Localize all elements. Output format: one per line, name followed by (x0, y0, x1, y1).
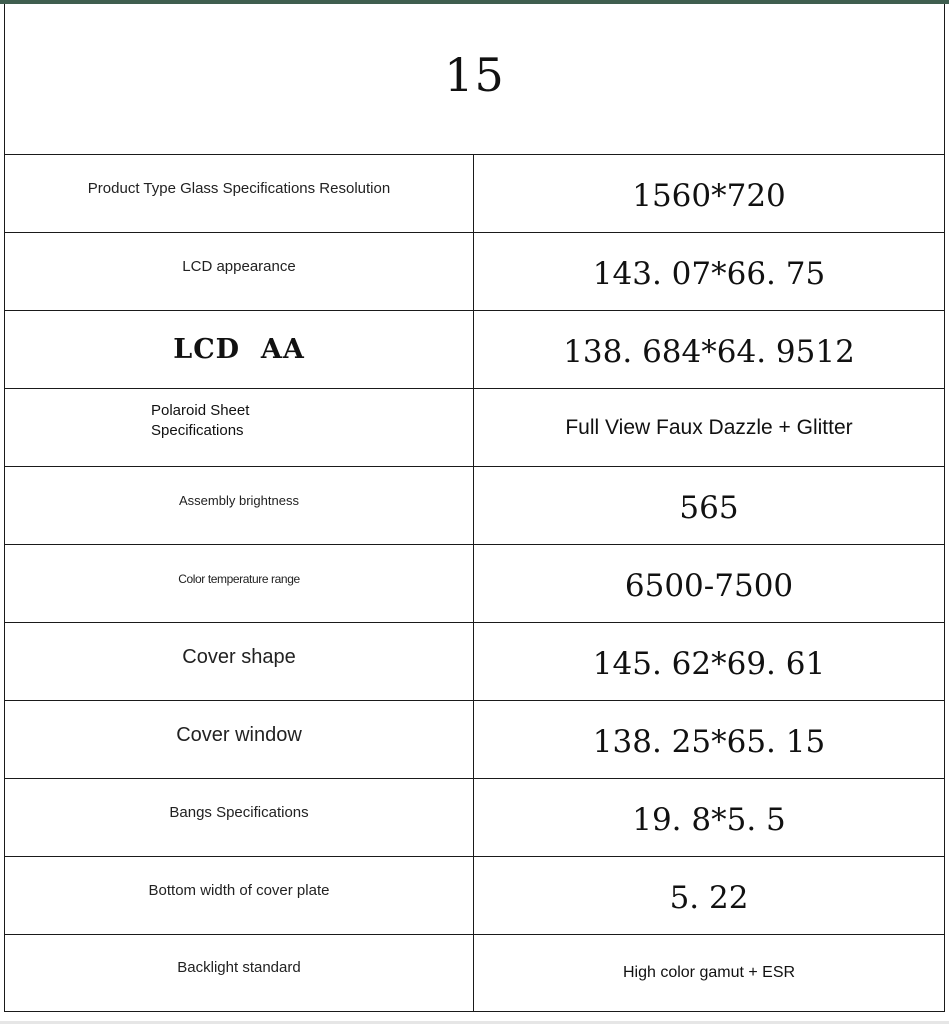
row-label-polaroid-line1: Polaroid Sheet (151, 401, 250, 419)
row-value-cell (474, 545, 945, 623)
row-label-cell (5, 311, 474, 389)
row-value-cell (474, 857, 945, 935)
row-label-cell (5, 857, 474, 935)
row-value-cell (474, 935, 945, 1012)
row-label-resolution: Product Type Glass Specifications Resolution (87, 179, 391, 197)
row-label-cell (5, 545, 474, 623)
row-value-cell (474, 623, 945, 701)
row-label-color-temperature: Color temperature range (178, 571, 300, 586)
row-value-cell (474, 233, 945, 311)
table-row (5, 155, 945, 233)
row-label-bangs: Bangs Specifications (169, 803, 309, 821)
row-value-cell (474, 779, 945, 857)
row-value-backlight: High color gamut + ESR (622, 964, 796, 981)
row-label-backlight: Backlight standard (177, 959, 301, 976)
row-label-polaroid-line2: Specifications (151, 421, 244, 439)
row-value-lcd-appearance: 143. 07*66. 75 (592, 255, 826, 292)
table-title-cell (5, 4, 945, 155)
row-value-resolution: 1560*720 (632, 177, 786, 214)
spec-table (4, 4, 945, 1012)
row-value-cell (474, 389, 945, 467)
row-label-cell (5, 389, 474, 467)
row-value-polaroid-sheet: Full View Faux Dazzle + Glitter (565, 415, 853, 439)
row-label-cell (5, 467, 474, 545)
table-row (5, 857, 945, 935)
row-label-cell (5, 623, 474, 701)
table-row (5, 233, 945, 311)
row-value-cell (474, 701, 945, 779)
row-label-polaroid-sheet (5, 401, 473, 441)
row-label-brightness: Assembly brightness (179, 492, 299, 508)
table-row (5, 935, 945, 1012)
row-label-cell (5, 779, 474, 857)
row-label-lcd-aa: LCD AA (173, 334, 305, 365)
row-value-cover-shape: 145. 62*69. 61 (592, 645, 826, 682)
row-value-bangs: 19. 8*5. 5 (632, 801, 786, 838)
table-title-row (5, 4, 945, 155)
table-row (5, 311, 945, 389)
row-label-cover-window: Cover window (176, 724, 302, 746)
row-value-cell (474, 155, 945, 233)
table-row (5, 389, 945, 467)
row-value-cell (474, 311, 945, 389)
table-row (5, 467, 945, 545)
row-label-bottom-width: Bottom width of cover plate (148, 881, 330, 899)
row-label-cell (5, 155, 474, 233)
row-value-lcd-aa: 138. 684*64. 9512 (563, 333, 855, 370)
table-row (5, 545, 945, 623)
row-value-bottom-width: 5. 22 (669, 879, 749, 916)
row-value-cover-window: 138. 25*65. 15 (592, 723, 826, 760)
row-value-color-temperature: 6500-7500 (624, 567, 794, 604)
row-label-cover-shape: Cover shape (182, 646, 296, 668)
row-value-cell (474, 467, 945, 545)
table-title: 15 (444, 48, 505, 102)
row-label-lcd-appearance: LCD appearance (182, 257, 296, 275)
table-row (5, 623, 945, 701)
row-label-cell (5, 233, 474, 311)
table-row (5, 779, 945, 857)
row-label-cell (5, 701, 474, 779)
row-label-cell (5, 935, 474, 1012)
row-value-brightness: 565 (679, 489, 739, 526)
table-row (5, 701, 945, 779)
